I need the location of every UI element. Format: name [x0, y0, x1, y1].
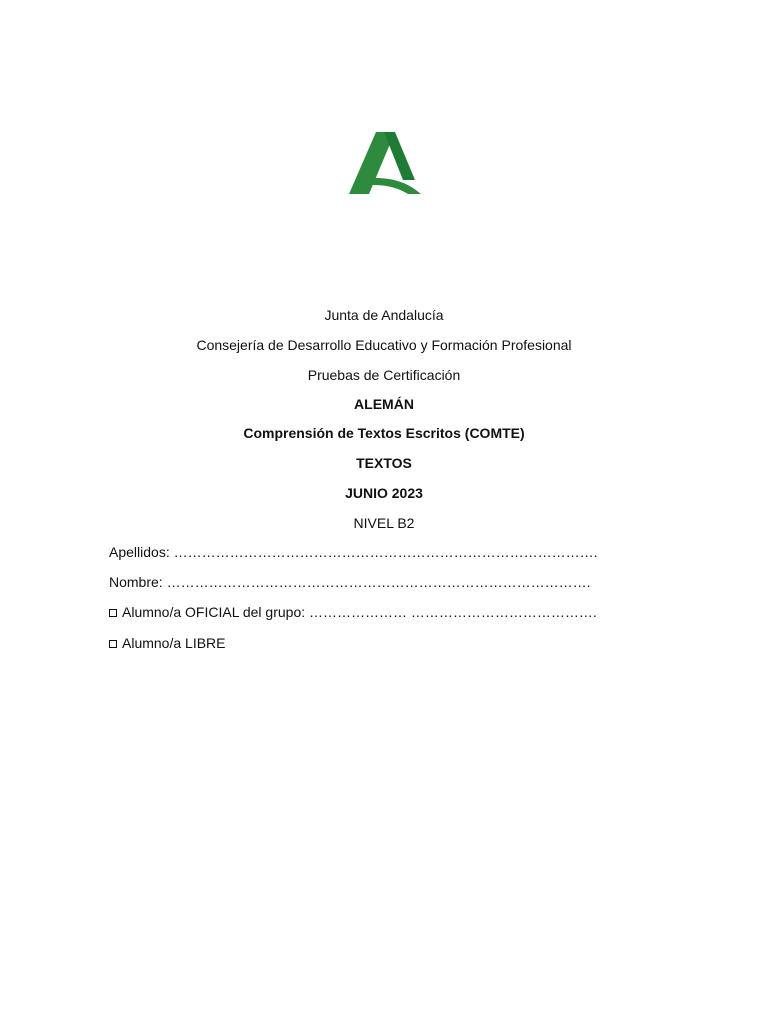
official-student-label: Alumno/a OFICIAL del grupo: — [122, 604, 306, 620]
exam-type: Pruebas de Certificación — [307, 367, 461, 383]
document-type: TEXTOS — [356, 455, 412, 471]
name-row — [109, 573, 590, 591]
official-student-row — [109, 603, 597, 621]
surname-row — [109, 543, 597, 561]
language-title: ALEMÁN — [354, 396, 414, 412]
institution-name: Junta de Andalucía — [324, 307, 444, 323]
junta-de-andalucia-logo-icon — [345, 128, 423, 198]
group-field[interactable]: ………………… …………………………………. — [309, 604, 597, 620]
free-student-label: Alumno/a LIBRE — [122, 635, 226, 651]
surname-label: Apellidos: — [109, 544, 170, 560]
official-student-checkbox[interactable] — [109, 609, 117, 617]
level-label: NIVEL B2 — [353, 515, 415, 531]
exam-session: JUNIO 2023 — [345, 485, 423, 501]
section-title: Comprensión de Textos Escritos (COMTE) — [243, 425, 525, 441]
surname-field[interactable]: ………………………………………………………………………………. — [173, 544, 598, 560]
name-label: Nombre: — [109, 574, 163, 590]
free-student-checkbox[interactable] — [109, 640, 117, 648]
free-student-row — [109, 634, 226, 652]
name-field[interactable]: ………………………………………………………………………………. — [166, 574, 591, 590]
ministry-name: Consejería de Desarrollo Educativo y Formación Profesional — [196, 337, 572, 353]
